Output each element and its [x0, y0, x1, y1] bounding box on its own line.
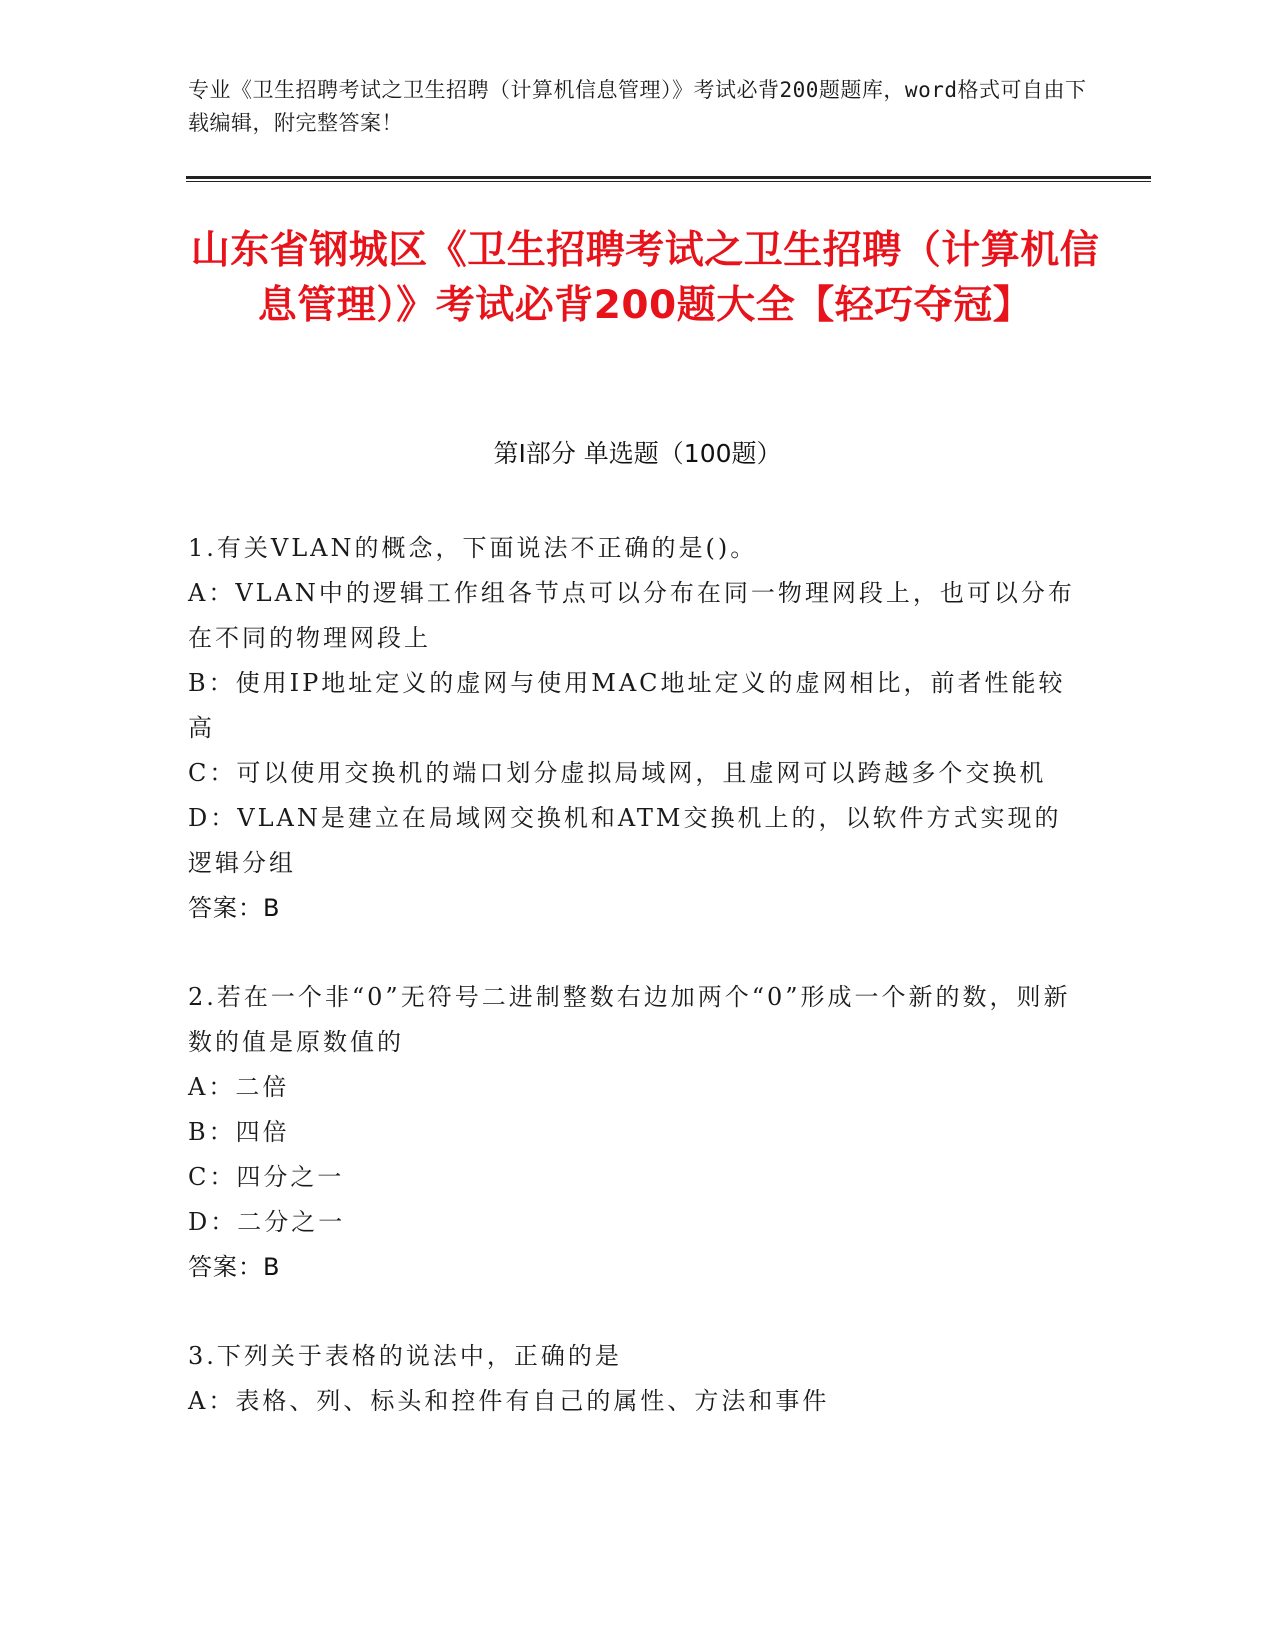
option-d: D：VLAN是建立在局域网交换机和ATM交换机上的，以软件方式实现的逻辑分组	[188, 804, 1062, 877]
header-divider-thin	[186, 181, 1151, 182]
header-note: 专业《卫生招聘考试之卫生招聘（计算机信息管理）》考试必背200题题库，word格式可自由下载编辑，附完整答案！	[188, 78, 1087, 135]
question-stem: 3.下列关于表格的说法中，正确的是	[188, 1342, 622, 1370]
answer: 答案：B	[188, 894, 281, 922]
option-a: A：VLAN中的逻辑工作组各节点可以分布在同一物理网段上，也可以分布在不同的物理网段上	[188, 579, 1075, 652]
option-c: C：四分之一	[188, 1163, 345, 1191]
question-list	[188, 526, 1088, 1468]
option-b: B：使用IP地址定义的虚网与使用MAC地址定义的虚网相比，前者性能较高	[188, 669, 1066, 742]
option-a: A：二倍	[188, 1073, 290, 1101]
question-1	[188, 526, 1088, 931]
question-2	[188, 975, 1088, 1290]
option-a: A：表格、列、标头和控件有自己的属性、方法和事件	[188, 1387, 830, 1415]
question-stem: 1.有关VLAN的概念，下面说法不正确的是()。	[188, 534, 758, 562]
option-b: B：四倍	[188, 1118, 290, 1146]
question-stem: 2.若在一个非“0”无符号二进制整数右边加两个“0”形成一个新的数，则新数的值是原数值的	[188, 983, 1071, 1056]
document-title: 山东省钢城区《卫生招聘考试之卫生招聘（计算机信息管理）》考试必背200题大全【轻巧夺冠】	[190, 228, 1100, 328]
option-d: D：二分之一	[188, 1208, 346, 1236]
section-heading: 第Ⅰ部分 单选题（100题）	[493, 439, 782, 468]
answer: 答案：B	[188, 1253, 281, 1281]
option-c: C：可以使用交换机的端口划分虚拟局域网，且虚网可以跨越多个交换机	[188, 759, 1047, 787]
header-divider	[186, 176, 1151, 179]
question-3	[188, 1334, 1088, 1424]
